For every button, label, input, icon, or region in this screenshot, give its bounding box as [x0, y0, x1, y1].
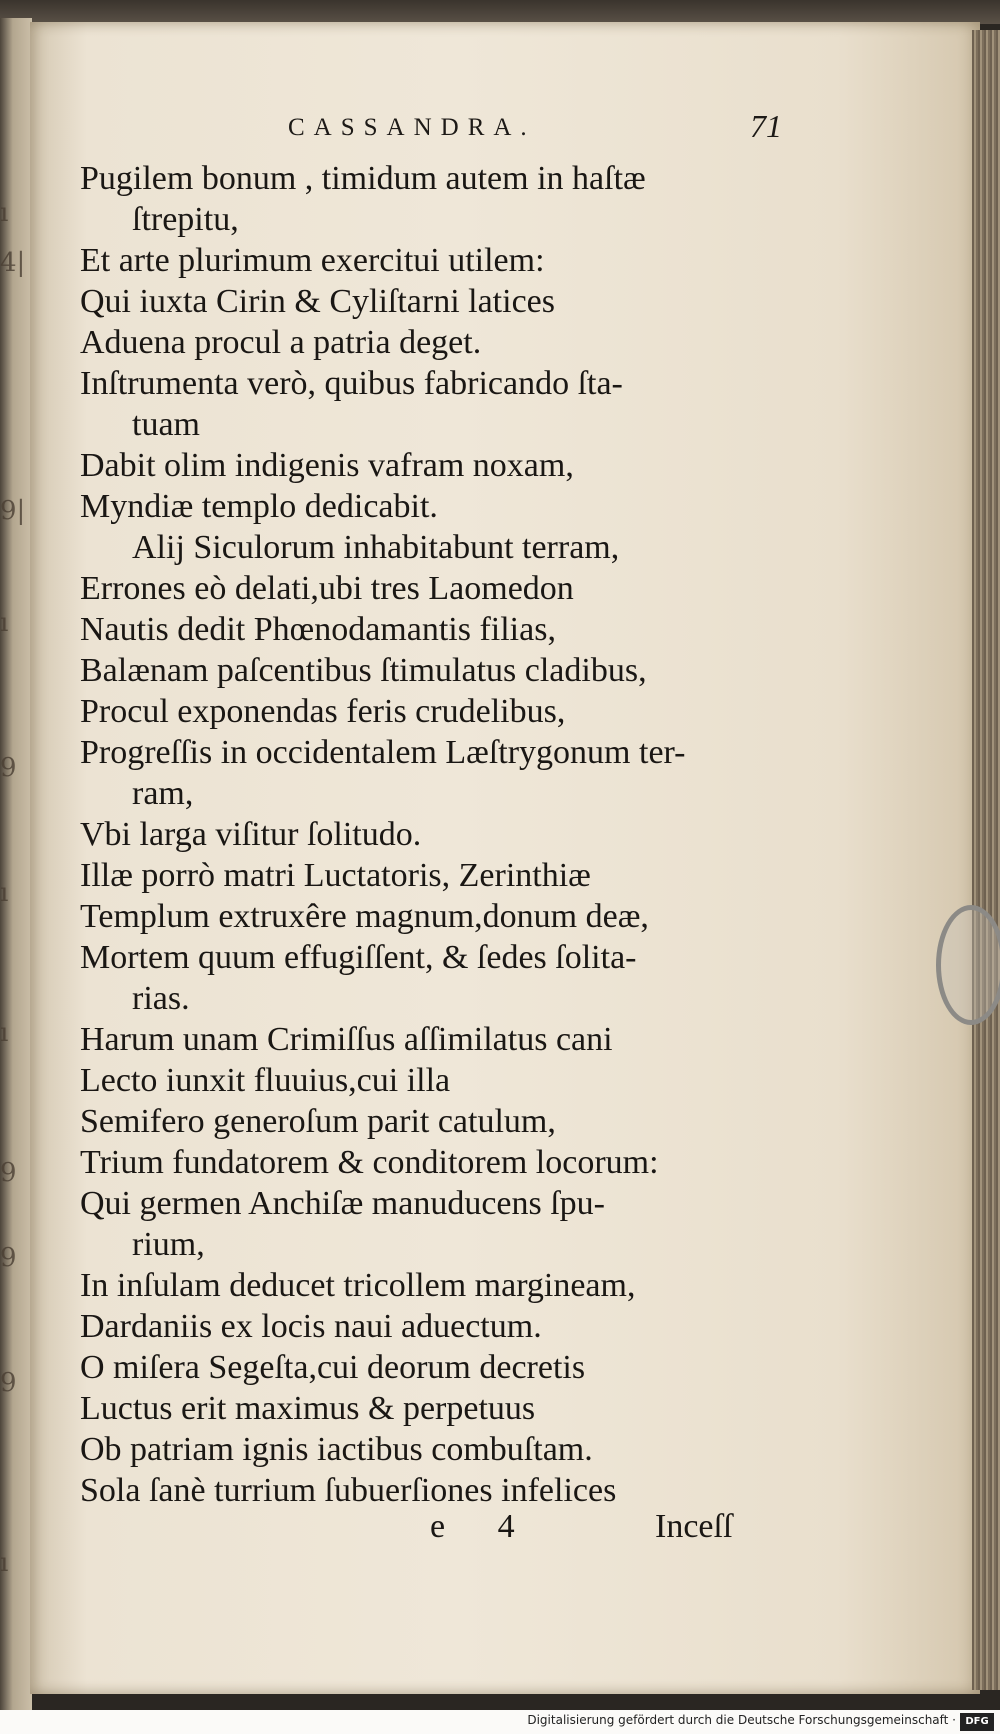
text-line: rias.	[132, 980, 190, 1017]
previous-page-margin	[0, 18, 32, 1718]
text-line: ſtrepitu,	[132, 201, 239, 238]
text-line: Mortem quum effugiſſent, & ſedes ſolita-	[80, 939, 637, 976]
text-line: Nautis dedit Phœnodamantis filias,	[80, 611, 556, 648]
text-line: Luctus erit maximus & perpetuus	[80, 1390, 536, 1427]
text-line: Errones eò delati,ubi tres Laomedon	[80, 570, 574, 607]
text-line: Alij Siculorum inhabitabunt terram,	[132, 529, 620, 566]
running-head: CASSANDRA.	[288, 114, 536, 141]
text-line: tuam	[132, 406, 200, 443]
text-line: rium,	[132, 1226, 205, 1263]
text-line: Sola ſanè turrium ſubuerſiones infelices	[80, 1472, 617, 1509]
text-line: Harum unam Crimiſſus aſſimilatus cani	[80, 1021, 613, 1058]
poem-text	[80, 158, 790, 1511]
page-number: 71	[750, 108, 782, 144]
bleed-mark: ı	[0, 608, 9, 638]
text-line: Lecto iunxit fluuius,cui illa	[80, 1062, 451, 1099]
bleed-mark: ı	[0, 1548, 9, 1578]
text-line: Qui iuxta Cirin & Cyliſtarni latices	[80, 283, 555, 320]
bleed-mark: 9	[0, 1368, 17, 1398]
bleed-mark: ı	[0, 878, 9, 908]
catchword: Inceſſ	[655, 1508, 733, 1545]
bleed-mark: 9	[0, 1243, 17, 1273]
text-line: Templum extruxêre magnum,donum deæ,	[80, 898, 649, 935]
page-footer	[30, 1508, 980, 1558]
text-line: Aduena procul a patria deget.	[80, 324, 482, 361]
text-line: Inſtrumenta verò, quibus fabricando ſta-	[80, 365, 623, 402]
text-line: Semifero generoſum parit catulum,	[80, 1103, 556, 1140]
text-line: ram,	[132, 775, 194, 812]
bleed-mark: 4|	[0, 248, 26, 278]
text-line: Balænam paſcentibus ſtimulatus cladibus,	[80, 652, 647, 689]
text-line: Progreſſis in occidentalem Læſtrygonum ter-	[80, 734, 686, 771]
text-line: Ob patriam ignis iactibus combuſtam.	[80, 1431, 593, 1468]
text-line: Vbi larga viſitur ſolitudo.	[80, 816, 422, 853]
text-line: Pugilem bonum , timidum autem in haſtæ	[80, 160, 646, 197]
credit-bar	[0, 1710, 1000, 1734]
text-line: Procul exponendas feris crudelibus,	[80, 693, 566, 730]
text-line: Trium fundatorem & conditorem locorum:	[80, 1144, 659, 1181]
paper-clip	[936, 905, 1000, 1025]
credit-text: Digitalisierung gefördert durch die Deutsche Forschungsgemeinschaft ·	[527, 1713, 956, 1727]
dfg-logo: DFG	[960, 1713, 994, 1731]
text-line: Dardaniis ex locis naui aduectum.	[80, 1308, 542, 1345]
text-line: Myndiæ templo dedicabit.	[80, 488, 438, 525]
text-line: In inſulam deducet tricollem margineam,	[80, 1267, 636, 1304]
text-line: Qui germen Anchiſæ manuducens ſpu-	[80, 1185, 606, 1222]
page-header	[288, 108, 978, 148]
text-line: Illæ porrò matri Luctatoris, Zerinthiæ	[80, 857, 591, 894]
book-top-edge	[0, 0, 1000, 24]
bleed-mark: 9	[0, 1158, 17, 1188]
text-line: Dabit olim indigenis vafram noxam,	[80, 447, 574, 484]
bleed-mark: ı	[0, 198, 9, 228]
signature-mark: e 4	[430, 1508, 537, 1545]
text-line: O miſera Segeſta,cui deorum decretis	[80, 1349, 586, 1386]
book-page-edges	[972, 30, 1000, 1690]
bleed-mark: 9|	[0, 496, 26, 526]
bleed-mark: ı	[0, 1018, 9, 1048]
bleed-mark: 9	[0, 753, 17, 783]
text-line: Et arte plurimum exercitui utilem:	[80, 242, 545, 279]
book-page	[30, 22, 980, 1694]
